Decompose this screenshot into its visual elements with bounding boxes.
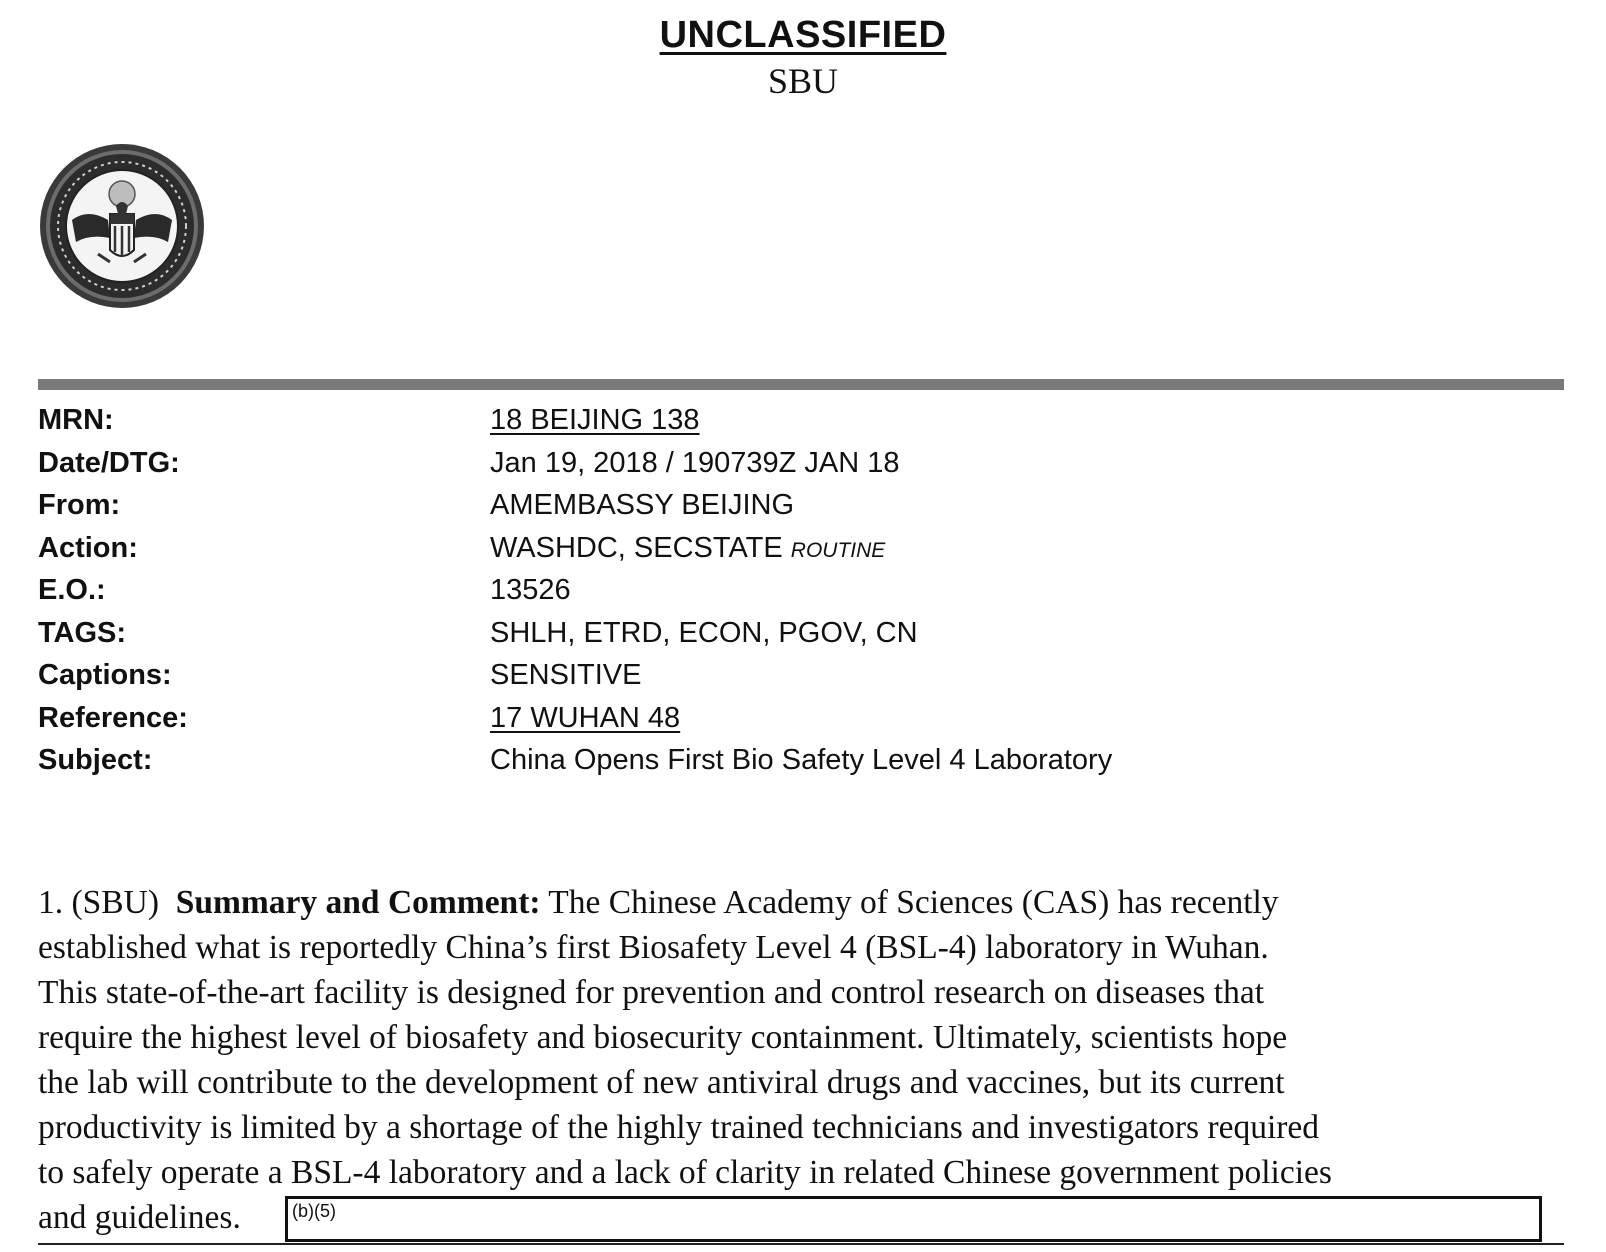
meta-row-eo [38,574,1538,617]
para-prefix: 1. (SBU) [38,884,159,921]
action-value: WASHDC, SECSTATE [490,531,783,564]
action-precedence: ROUTINE [790,538,886,562]
meta-row-tags [38,617,1538,660]
reference-label: Reference: [38,701,188,734]
para-line-6: productivity is limited by a shortage of the highly trained technicians and investigators required [38,1109,1320,1146]
captions-value: SENSITIVE [490,659,642,691]
eo-value: 13526 [490,574,571,606]
para-line-3: This state-of-the-art facility is designed for prevention and control research on diseases that [38,974,1265,1011]
bottom-divider [38,1243,1564,1245]
classification-text: UNCLASSIFIED [659,14,947,56]
cable-metadata [38,404,1538,787]
date-value: Jan 19, 2018 / 190739Z JAN 18 [490,446,900,479]
para-line-4: require the highest level of biosafety and biosecurity containment. Ultimately, scientists hope [38,1019,1288,1056]
meta-row-date [38,447,1538,490]
redaction-box [285,1196,1542,1242]
meta-row-captions [38,659,1538,702]
header-divider [38,379,1564,390]
meta-row-reference [38,702,1538,745]
reference-link[interactable]: 17 WUHAN 48 [490,701,681,734]
tags-label: TAGS: [38,616,127,649]
eo-label: E.O.: [38,574,106,606]
meta-row-subject [38,744,1538,787]
date-label: Date/DTG: [38,446,180,479]
action-value-group [490,532,885,565]
department-of-state-seal-icon [38,142,206,310]
sub-classification: SBU [767,61,839,101]
action-label: Action: [38,531,138,564]
meta-row-action [38,532,1538,575]
subject-label: Subject: [38,744,153,776]
redaction-code: (b)(5) [292,1201,336,1221]
para-line-7: to safely operate a BSL-4 laboratory and a lack of clarity in related Chinese government policies [38,1154,1332,1191]
summary-paragraph [38,880,1568,1240]
tags-value: SHLH, ETRD, ECON, PGOV, CN [490,616,918,649]
para-line-2: established what is reportedly China’s first Biosafety Level 4 (BSL-4) laboratory in Wuhan. [38,929,1269,966]
para-line-1 [38,880,1568,925]
meta-row-mrn [38,404,1538,447]
mrn-label: MRN: [38,404,114,436]
para-line-1-text: The Chinese Academy of Sciences (CAS) has recently [548,884,1279,921]
subject-value: China Opens First Bio Safety Level 4 Laboratory [490,744,1113,776]
para-heading: Summary and Comment: [175,884,541,921]
from-value: AMEMBASSY BEIJING [490,489,795,521]
para-line-5: the lab will contribute to the development of new antiviral drugs and vaccines, but its current [38,1064,1285,1101]
captions-label: Captions: [38,659,172,691]
mrn-link[interactable]: 18 BEIJING 138 [490,404,700,436]
meta-row-from [38,489,1538,532]
para-line-8: and guidelines. [38,1199,241,1236]
from-label: From: [38,489,121,521]
classification-marking [0,14,1606,57]
